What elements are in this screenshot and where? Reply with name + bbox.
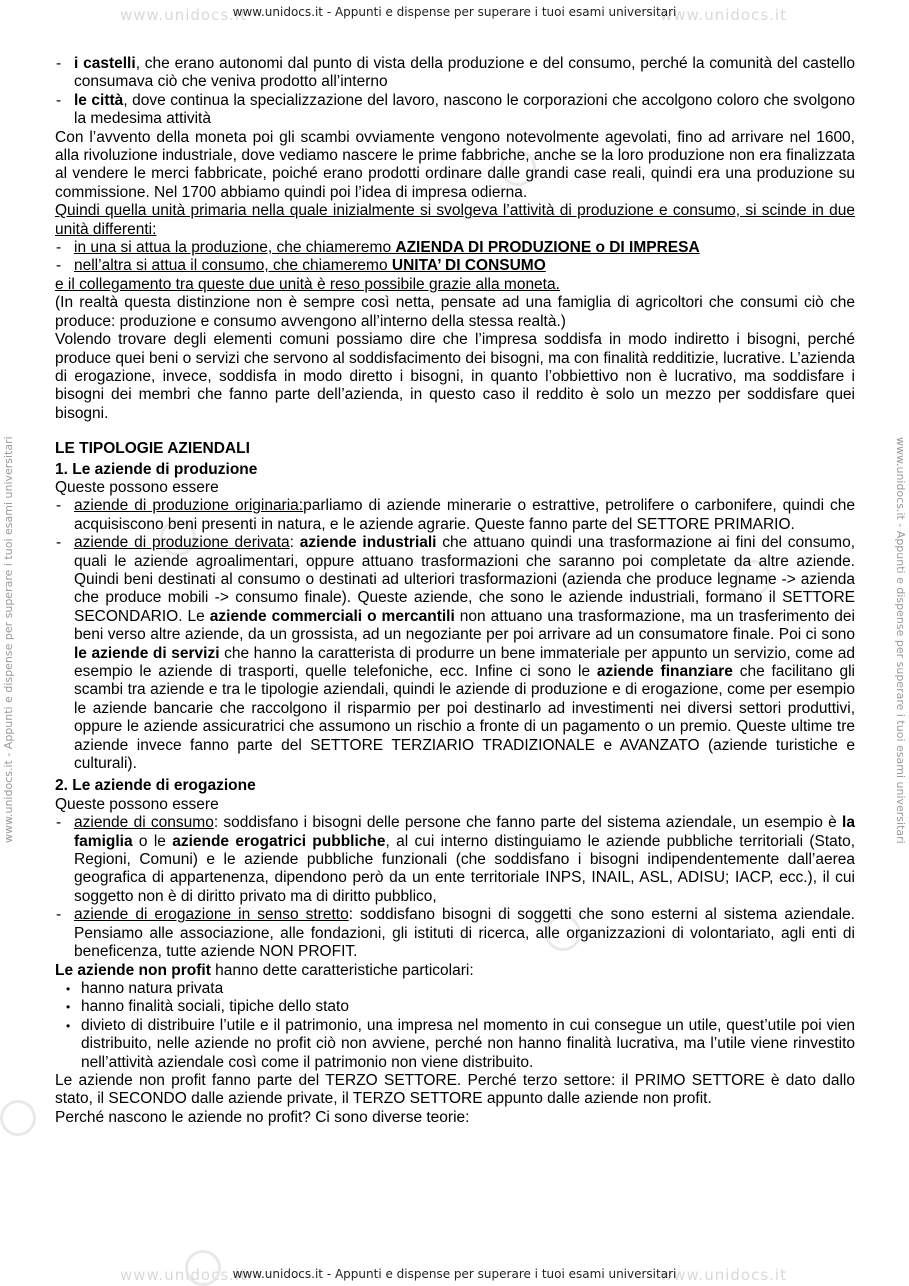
bullet-item: • divieto di distribuire l’utile e il patrimonio, una impresa nel momento in cui consegue un utile, quest’utile poi vien distribuito, nelle aziende no profit ciò non avviene, perché non hanno finalità lucrativa, ma l’utile viene rinvestito nell’attività aziendale così come il patrimonio non viene distribuito.	[55, 1017, 855, 1072]
item-text: : soddisfano i bisogni delle persone che fanno parte del sistema aziendale, un esempio è	[213, 814, 843, 832]
bold-term: aziende commerciali o mercantili	[209, 607, 455, 625]
list-item	[55, 497, 855, 534]
bold-term: AZIENDA DI PRODUZIONE o DI IMPRESA	[395, 239, 700, 257]
watermark-top-left: www.unidocs.it	[120, 6, 247, 24]
bullet-item: • hanno finalità sociali, tipiche dello stato	[55, 998, 855, 1016]
bold-term: la famiglia	[74, 814, 855, 850]
paragraph: Con l’avvento della moneta poi gli scambi ovviamente vengono notevolmente agevolati, fino ad arrivare nel 1600, alla rivoluzione industriale, dove vediamo nascere le prime fabbriche, anche se la loro produzione non era finalizzata al vendere le merci fabbricate, poiché erano prodotti ordinare dalle grandi case reali, quindi era una produzione su commissione. Nel 1700 abbiamo quindi poi l’idea di impresa odierna.	[55, 128, 855, 201]
watermark-logo-icon	[0, 1100, 36, 1136]
section-heading: LE TIPOLOGIE AZIENDALI	[55, 440, 250, 458]
side-watermark-right: www.unidocs.it - Appunti e dispense per superare i tuoi esami universitari	[894, 436, 907, 844]
paragraph	[55, 962, 855, 980]
list-item	[55, 257, 855, 275]
item-text: o le	[132, 832, 173, 850]
bold-term: Le aziende non profit	[55, 961, 211, 979]
bold-term: UNITA’ DI CONSUMO	[391, 257, 546, 275]
subsection-heading: 1. Le aziende di produzione	[55, 460, 258, 478]
list-item	[55, 534, 855, 773]
item-text: : soddisfano bisogni di soggetti che sono esterni al sistema aziendale. Pensiamo alle associazione, alle fondazioni, gli istituti di ricerca, alle organizzazioni di volontariato, agli enti di beneficenza, tutte aziende NON PROFIT.	[74, 906, 855, 961]
paragraph: Queste possono essere	[55, 478, 219, 496]
paragraph: (In realtà questa distinzione non è sempre così netta, pensate ad una famiglia di agricoltori che consumi ciò che produce: produzione e consumo avvengono all’interno della stessa realtà.)	[55, 294, 855, 330]
item-text: che attuano quindi una trasformazione ai fini del consumo, quali le aziende agroalimentari, oppure attuano trasformazioni che saranno poi completate da altre aziende. Quindi beni destinati al consumo o destinati ad ulteriori trasformazioni (azienda che produce legname -> azienda che produce mobili -> consumo finale). Queste aziende, che sono le aziende industriali, formano il SETTORE SECONDARIO. Le	[74, 534, 855, 625]
paragraph-underlined: e il collegamento tra queste due unità è reso possibile grazie alla moneta.	[55, 275, 560, 293]
underlined-term: aziende di produzione derivata	[74, 534, 290, 552]
bullet-item: • hanno natura privata	[55, 980, 855, 998]
bold-term: le città	[74, 91, 124, 109]
paragraph-underlined: Quindi quella unità primaria nella quale inizialmente si svolgeva l’attività di produzione e consumo, si scinde in due unità differenti:	[55, 202, 855, 238]
item-text: , che erano autonomi dal punto di vista della produzione e del consumo, perché la comunità del castello consumava ciò che veniva prodotto all’interno	[74, 55, 856, 91]
item-text: hanno dette caratteristiche particolari:	[210, 961, 474, 979]
item-text: che facilitano gli scambi tra aziende e tra le tipologie aziendali, quindi le aziende di produzione e di erogazione, come per esempio le aziende bancarie che raccolgono il risparmio per poi destinarlo ad investimenti nei diversi settori produttivi, oppure le aziende assicuratrici che assumono un rischio a fronte di un pagamento o un premio. Queste ultime tre aziende invece fanno parte del SETTORE TERZIARIO TRADIZIONALE e AVANZATO (aziende turistiche e culturali).	[74, 663, 855, 773]
watermark-bottom-right: www.unidocs.it	[660, 1266, 787, 1284]
list-item	[55, 239, 855, 257]
page-header: www.unidocs.it - Appunti e dispense per superare i tuoi esami universitari	[232, 5, 677, 19]
watermark-bottom-left: www.unidocs.it	[120, 1266, 247, 1284]
item-text: nell’altra si attua il consumo, che chiameremo	[74, 257, 392, 275]
item-text: , dove continua la specializzazione del lavoro, nascono le corporazioni che accolgono coloro che svolgono la medesima attività	[74, 91, 855, 128]
bold-term: aziende erogatrici pubbliche	[172, 832, 386, 850]
item-text: , al cui interno distinguiamo le aziende pubbliche territoriali (Stato, Regioni, Comuni) e le aziende pubbliche funzionali (che soddisfano i bisogni indipendentemente dall’aerea geografica di appartenenza, dipendono però da un ente territoriale INPS, INAIL, ASL, ADISU; IACP, ecc.), il cui soggetto non è di diritto privato ma di diritto pubblico,	[74, 832, 856, 905]
list-item	[55, 55, 855, 92]
list-item	[55, 814, 855, 906]
item-text: che hanno la caratterista di produrre un bene immateriale per appunto un servizio, come ad esempio le aziende di trasporti, quelle telefoniche, ecc. Infine ci sono le	[74, 644, 855, 680]
paragraph: Volendo trovare degli elementi comuni possiamo dire che l’impresa soddisfa in modo indiretto i bisogni, perché produce quei beni o servizi che servono al soddisfacimento dei bisogni, ma con finalità redditizie, lucrative. L’azienda di erogazione, invece, soddisfa in modo diretto i bisogni, in quanto l’obbiettivo non è lucrativo, ma soddisfare i bisogni dei membri che fanno parte dell’azienda, in questo caso il reddito è solo un mezzo per soddisfare quei bisogni.	[55, 331, 855, 422]
bold-term: i castelli	[74, 55, 136, 72]
underlined-term: aziende di produzione originaria:	[74, 497, 304, 515]
item-text: non attuano una trasformazione, ma un trasferimento dei beni verso altre aziende, da un grossista, ad un negoziante per poi arrivare ad un consumatore finale. Poi ci sono	[74, 607, 855, 644]
paragraph: Queste possono essere	[55, 795, 219, 813]
underlined-term: aziende di consumo	[74, 814, 214, 832]
bold-term: le aziende di servizi	[74, 644, 220, 662]
page-footer: www.unidocs.it - Appunti e dispense per superare i tuoi esami universitari	[232, 1267, 677, 1281]
paragraph: Le aziende non profit fanno parte del TERZO SETTORE. Perché terzo settore: il PRIMO SETTORE è dato dallo stato, il SECONDO dalle aziende private, il TERZO SETTORE appunto dalle aziende non profit.	[55, 1071, 855, 1108]
bold-term: aziende industriali	[299, 534, 437, 552]
item-text: in una si attua la produzione, che chiameremo	[74, 239, 396, 257]
item-text: :	[289, 534, 300, 552]
item-text: parliamo di aziende minerarie o estrattive, petrolifere o carbonifere, quindi che acquisiscono beni presenti in natura, e le aziende agrarie. Queste fanno parte del SETTORE PRIMARIO.	[74, 497, 855, 533]
side-watermark-left: www.unidocs.it - Appunti e dispense per superare i tuoi esami universitari	[2, 436, 15, 844]
underlined-term: aziende di erogazione in senso stretto	[74, 906, 349, 924]
list-item	[55, 92, 855, 129]
document-body	[55, 55, 855, 1127]
subsection-heading: 2. Le aziende di erogazione	[55, 777, 256, 795]
watermark-top-right: www.unidocs.it	[660, 6, 787, 24]
list-item	[55, 906, 855, 961]
paragraph: Perché nascono le aziende no profit? Ci sono diverse teorie:	[55, 1108, 470, 1126]
bold-term: aziende finanziare	[596, 663, 733, 680]
